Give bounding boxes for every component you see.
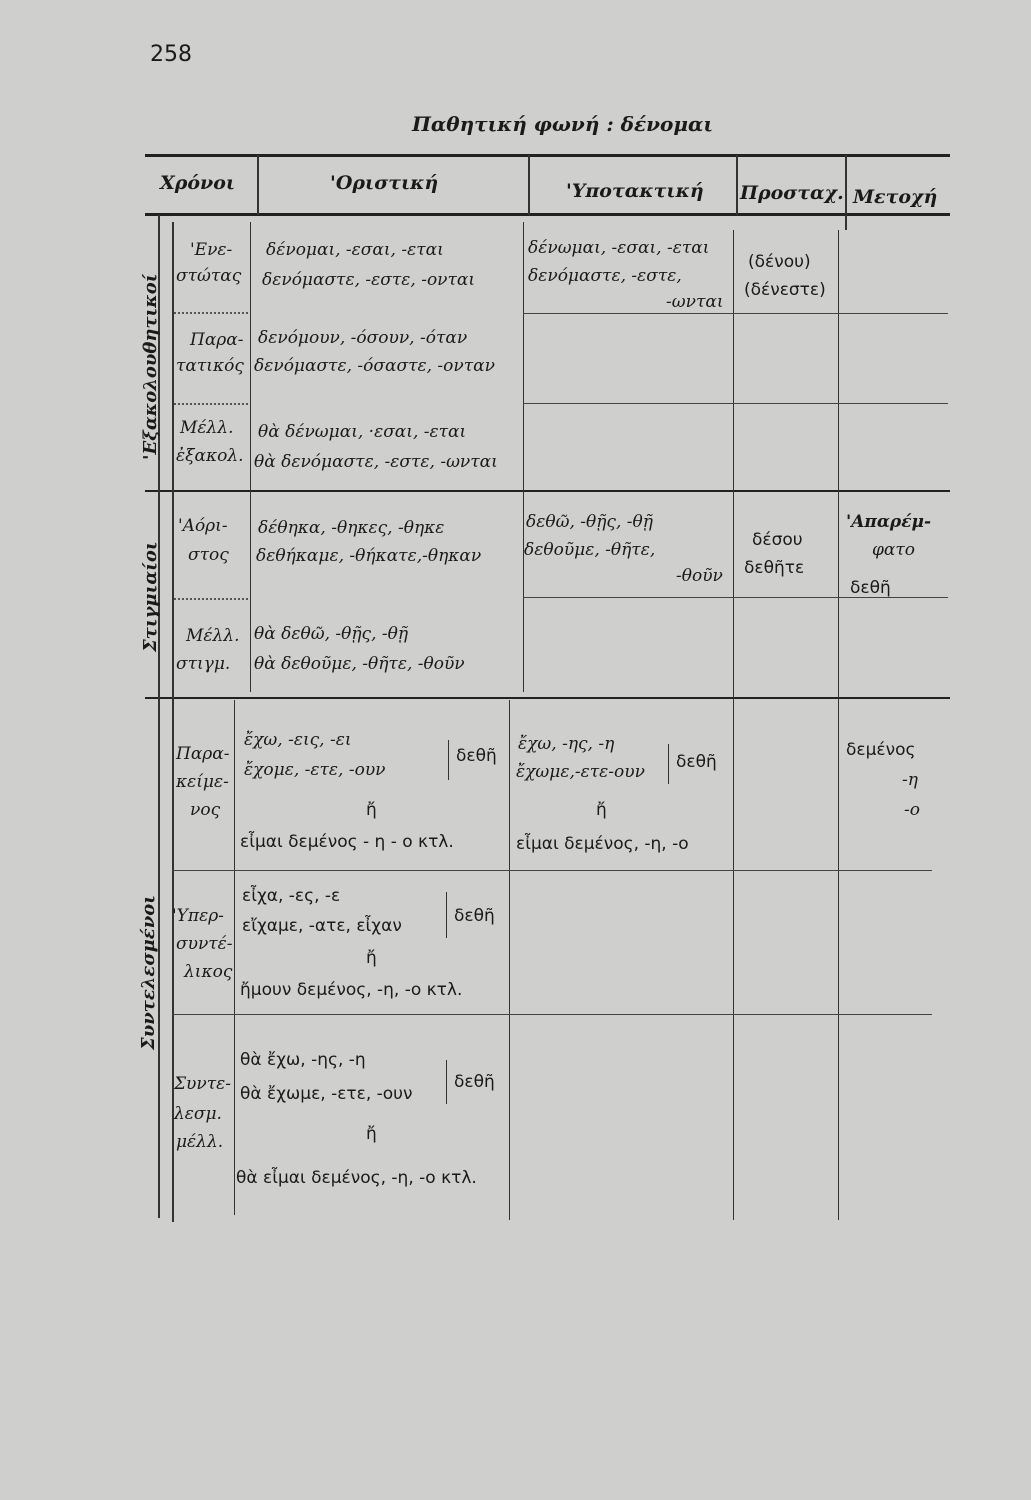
dotted-sep-1: [174, 312, 248, 314]
sub-imp-divider: [733, 230, 734, 1220]
header-imperative: Προσταχ.: [740, 182, 844, 204]
col-divider-header-2: [528, 155, 530, 215]
indicative-form: ἤμουν δεμένος, -η, -ο κτλ.: [240, 980, 463, 1000]
row-sep-perfect: [172, 870, 932, 871]
or-word: ἤ: [366, 800, 377, 820]
indicative-form: θὰ δεθοῦμε, -θῆτε, -θοῦν: [254, 654, 465, 674]
imperative-form: δέσου: [752, 530, 803, 550]
imperative-form: (δένου): [748, 252, 811, 272]
header-indicative: 'Οριστική: [330, 172, 439, 194]
subjunctive-form: δεθοῦμε, -θῆτε,: [524, 540, 656, 560]
or-word: ἤ: [366, 1124, 377, 1144]
indicative-form: εἴχαμε, -ατε, εἶχαν: [242, 916, 402, 936]
auxiliary-form: δεθῆ: [454, 906, 495, 926]
tense-label: λικος: [184, 962, 233, 982]
indicative-form: δέθηκα, -θηκες, -θηκε: [258, 518, 445, 538]
participle-form: -η: [902, 770, 918, 790]
header-subjunctive: 'Υποτακτική: [566, 180, 704, 202]
participle-form: φατο: [872, 540, 916, 560]
indicative-form: δενόμουν, -όσουν, -όταν: [258, 328, 468, 348]
participle-form: δεθῆ: [850, 578, 891, 598]
tense-label: λεσμ.: [174, 1104, 222, 1124]
col-divider-header-1: [257, 155, 259, 215]
auxiliary-form: δεθῆ: [456, 746, 497, 766]
participle-form: δεμένος: [846, 740, 916, 760]
group-label-momentary: Στιγμιαίοι: [140, 541, 161, 652]
brace-line: [668, 744, 669, 784]
group-label-perfect: Συντελεσμένοι: [138, 895, 159, 1050]
page-title: Παθητική φωνή : δένομαι: [412, 112, 714, 136]
page-number: 258: [150, 42, 192, 67]
col-divider-header-4: [845, 155, 847, 230]
imperative-form: (δένεστε): [744, 280, 826, 300]
tense-label: Παρα-: [190, 330, 244, 350]
indicative-form: θὰ δενόμαστε, -εστε, -ωνται: [254, 452, 498, 472]
tense-label: Συντε-: [174, 1074, 231, 1094]
group-label-continuous: 'Εξακολουθητικοί: [140, 273, 161, 460]
indicative-form: θὰ δεθῶ, -θῇς, -θῇ: [254, 624, 409, 644]
subjunctive-form: δεθῶ, -θῇς, -θῇ: [526, 512, 653, 532]
participle-form: 'Απαρέμ-: [846, 512, 932, 532]
auxiliary-form: δεθῆ: [676, 752, 717, 772]
group-label-divider: [172, 222, 174, 1222]
subjunctive-form: -ωνται: [666, 292, 724, 312]
ind-sub-divider-a: [523, 222, 524, 692]
row-sep-pluperfect: [172, 1014, 932, 1015]
or-word: ἤ: [596, 800, 607, 820]
subjunctive-form: δενόμαστε, -εστε,: [528, 266, 682, 286]
subjunctive-form: ἔχωμε,-ετε-ουν: [516, 762, 645, 782]
dotted-sep-2: [174, 403, 248, 405]
tense-label: στώτας: [176, 266, 242, 286]
imperative-form: δεθῆτε: [744, 558, 805, 578]
indicative-form: θὰ ἔχωμε, -ετε, -ουν: [240, 1084, 413, 1104]
indicative-form: εἶχα, -ες, -ε: [242, 886, 341, 906]
indicative-form: θὰ ἔχω, -ης, -η: [240, 1050, 366, 1070]
tense-label: στιγμ.: [176, 654, 231, 674]
subjunctive-form: -θοῦν: [676, 566, 723, 586]
tense-label: 'Ενε-: [190, 240, 233, 260]
tense-label: νος: [190, 800, 221, 820]
ind-sub-divider-b: [509, 700, 510, 1220]
tense-label: Μέλλ.: [186, 626, 240, 646]
tense-label: 'Υπερ-: [172, 906, 224, 926]
brace-line: [446, 1060, 447, 1104]
tense-label: κείμε-: [176, 772, 229, 792]
table-top-rule: [145, 154, 950, 157]
auxiliary-form: δεθῆ: [454, 1072, 495, 1092]
brace-line: [446, 892, 447, 938]
indicative-form: δενόμαστε, -όσαστε, -ονταν: [254, 356, 495, 376]
row-sep-imperfect: [523, 403, 948, 404]
header-tenses: Χρόνοι: [160, 172, 236, 194]
indicative-form: εἶμαι δεμένος - η - ο κτλ.: [240, 832, 454, 852]
group-divider-2: [145, 697, 950, 699]
row-sep-present: [523, 313, 948, 314]
imp-part-divider: [838, 230, 839, 1220]
dotted-sep-3: [174, 598, 248, 600]
indicative-form: ἔχω, -εις, -ει: [244, 730, 352, 750]
group-divider-1: [145, 490, 950, 492]
subjunctive-form: ἔχω, -ης, -η: [518, 734, 615, 754]
indicative-form: θὰ εἶμαι δεμένος, -η, -ο κτλ.: [236, 1168, 477, 1188]
tense-label: συντέ-: [176, 934, 233, 954]
header-bottom-rule: [145, 213, 950, 216]
tense-label: στος: [188, 545, 229, 565]
brace-line: [448, 740, 449, 780]
header-participle: Μετοχή: [853, 186, 938, 208]
subjunctive-form: εἶμαι δεμένος, -η, -ο: [516, 834, 689, 854]
tense-label: Παρα-: [176, 744, 230, 764]
or-word: ἤ: [366, 948, 377, 968]
indicative-form: ἔχομε, -ετε, -ουν: [244, 760, 386, 780]
indicative-form: δένομαι, -εσαι, -εται: [266, 240, 444, 260]
tense-label: τατικός: [176, 356, 244, 376]
indicative-form: δενόμαστε, -εστε, -ονται: [262, 270, 476, 290]
col-divider-header-3: [736, 155, 738, 215]
tense-col-divider-b: [234, 700, 235, 1215]
tense-col-divider-a: [250, 222, 251, 692]
indicative-form: θὰ δένωμαι, ·εσαι, -εται: [258, 422, 467, 442]
indicative-form: δεθήκαμε, -θήκατε,-θηκαν: [256, 546, 482, 566]
participle-form: -ο: [904, 800, 920, 820]
tense-label: μέλλ.: [176, 1132, 224, 1152]
subjunctive-form: δένωμαι, -εσαι, -εται: [528, 238, 710, 258]
tense-label: ἐξακολ.: [176, 446, 244, 466]
tense-label: 'Αόρι-: [178, 516, 228, 536]
tense-label: Μέλλ.: [180, 418, 234, 438]
